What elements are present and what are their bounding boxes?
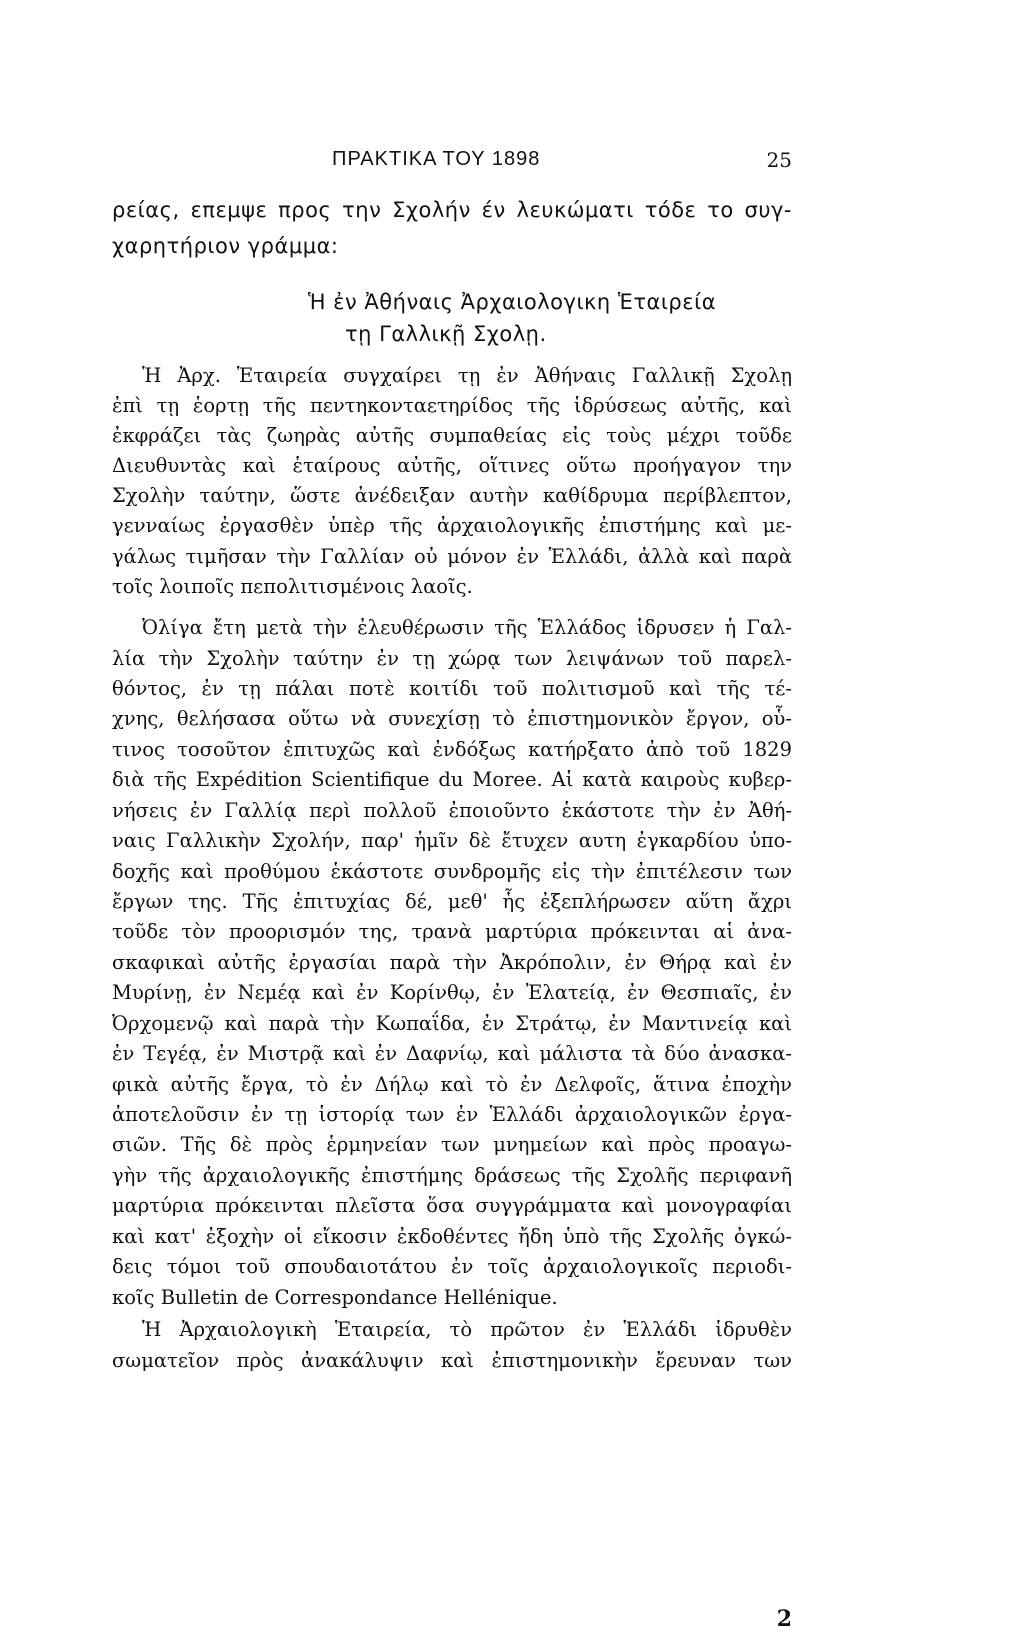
body-line: γάλως τιμῆσαν τὴν Γαλλίαν οὐ μόνον ἐν Ἑλλάδι, ἀλλὰ καὶ παρὰ [112, 545, 792, 568]
intro-line: ρείας, επεμψε προς την Σχολήν έν λευκώματι τόδε το συγ- [112, 198, 792, 222]
body-line: ἔργων της. Τῆς ἐπιτυχίας δέ, μεθ' ἧς ἐξεπλήρωσεν αὕτη ἄχρι [112, 890, 792, 913]
intro-line: χαρητήριον γράμμα: [112, 234, 339, 258]
body-line: χνης, θελήσασα οὕτω νὰ συνεχίσῃ τὸ ἐπιστημονικὸν ἔργον, οὗ- [112, 707, 792, 730]
body-line: τοῖς λοιποῖς πεπολιτισμένοις λαοῖς. [112, 575, 473, 598]
body-line: φικὰ αὐτῆς ἔργα, τὸ ἐν Δήλῳ καὶ τὸ ἐν Δελφοῖς, ἅτινα ἐποχὴν [112, 1073, 792, 1096]
body-line: λία τὴν Σχολὴν ταύτην ἐν τῃ χώρᾳ των λειψάνων τοῦ παρελ- [112, 647, 792, 670]
body-line: μαρτύρια πρόκεινται πλεῖστα ὅσα συγγράμματα καὶ μονογραφίαι [112, 1194, 792, 1217]
body-line: Μυρίνῃ, ἐν Νεμέᾳ καὶ ἐν Κορίνθῳ, ἐν Ἐλατείᾳ, ἐν Θεσπιαῖς, ἐν [112, 981, 792, 1004]
header-title: ΠΡΑΚΤΙΚΑ ΤΟΥ 1898 [332, 148, 541, 170]
body-line: τοῦδε τὸν προορισμόν της, τρανὰ μαρτύρια πρόκεινται αἱ ἀνα- [112, 920, 792, 943]
body-line: ἐν Τεγέᾳ, ἐν Μιστρᾷ καὶ ἐν Δαφνίῳ, καὶ μάλιστα τὰ δύο ἀνασκα- [112, 1042, 792, 1065]
body-line: σιῶν. Τῆς δὲ πρὸς ἑρμηνείαν των μνημείων καὶ πρὸς προαγω- [112, 1133, 792, 1156]
body-line: ἐκφράζει τὰς ζωηρὰς αὐτῆς συμπαθείας εἰς τοὺς μέχρι τοῦδε [112, 424, 792, 447]
body-line: Ὀρχομενῷ καὶ παρὰ τὴν Κωπαΐδα, ἐν Στράτῳ, ἐν Μαντινείᾳ καὶ [112, 1012, 792, 1035]
running-header [112, 148, 792, 178]
body-line: νήσεις ἐν Γαλλίᾳ περὶ πολλοῦ ἐποιοῦντο ἑκάστοτε τὴν ἐν Ἀθή- [112, 799, 792, 822]
body-line: ναις Γαλλικὴν Σχολήν, παρ' ἡμῖν δὲ ἔτυχεν αυτη ἐγκαρδίου ὑπο- [112, 829, 792, 852]
body-line: γενναίως ἐργασθὲν ὑπὲρ τῆς ἀρχαιολογικῆς ἐπιστήμης καὶ με- [112, 514, 792, 537]
body-line: σωματεῖον πρὸς ἀνακάλυψιν καὶ ἐπιστημονικὴν ἔρευναν των [112, 1349, 792, 1372]
body-line: δεις τόμοι τοῦ σπουδαιοτάτου ἐν τοῖς ἀρχαιολογικοῖς περιοδι- [112, 1255, 792, 1278]
body-line: ἐπὶ τῃ ἑορτῃ τῆς πεντηκονταετηρίδος τῆς ἱδρύσεως αὐτῆς, καὶ [112, 394, 792, 417]
body-line: Σχολὴν ταύτην, ὥστε ἀνέδειξαν αυτὴν καθίδρυμα περίβλεπτον, [112, 484, 792, 507]
body-line: Ὀλίγα ἔτη μετὰ τὴν ἐλευθέρωσιν τῆς Ἑλλάδος ἱδρυσεν ἡ Γαλ- [142, 616, 792, 639]
body-line: Ἡ Ἀρχαιολογικὴ Ἑταιρεία, τὸ πρῶτον ἐν Ἑλλάδι ἱδρυθὲν [142, 1318, 792, 1341]
body-line: Διευθυντὰς καὶ ἑταίρους αὐτῆς, οἵτινες οὕτω προήγαγον την [112, 454, 792, 477]
address-line: Ἡ ἐν Ἀθήναις Ἀρχαιολογικη Ἑταιρεία [307, 290, 717, 314]
page-number: 25 [766, 148, 792, 172]
body-line: σκαφικαὶ αὐτῆς ἐργασίαι παρὰ τὴν Ἀκρόπολιν, ἐν Θήρᾳ καὶ ἐν [112, 951, 792, 974]
body-line: Ἡ Ἀρχ. Ἑταιρεία συγχαίρει τῃ ἐν Ἀθήναις Γαλλικῇ Σχολῃ [142, 364, 792, 387]
body-line: καὶ κατ' ἐξοχὴν οἱ εἴκοσιν ἐκδοθέντες ἤδη ὑπὸ τῆς Σχολῆς ὀγκώ- [112, 1225, 792, 1248]
body-line: δοχῆς καὶ προθύμου ἑκάστοτε συνδρομῆς εἰς τὴν ἐπιτέλεσιν των [112, 860, 792, 883]
body-line: κοῖς Bulletin de Correspondance Hellénique. [112, 1286, 558, 1309]
signature-mark: 2 [776, 1606, 792, 1632]
body-line: γὴν τῆς ἀρχαιολογικῆς ἐπιστήμης δράσεως τῆς Σχολῆς περιφανῆ [112, 1164, 792, 1187]
body-line: θόντος, ἐν τῃ πάλαι ποτὲ κοιτίδι τοῦ πολιτισμοῦ καὶ τῆς τέ- [112, 677, 792, 700]
body-line: τινος τοσοῦτον ἐπιτυχῶς καὶ ἐνδόξως κατήρξατο ἀπὸ τοῦ 1829 [112, 738, 792, 761]
address-line: τῃ Γαλλικῇ Σχολῃ. [345, 322, 547, 346]
body-line: διὰ τῆς Expédition Scientifique du Moree. Αἱ κατὰ καιροὺς κυβερ- [112, 768, 792, 791]
body-line: ἀποτελοῦσιν ἐν τῃ ἱστορίᾳ των ἐν Ἑλλάδι ἀρχαιολογικῶν ἐργα- [112, 1103, 792, 1126]
